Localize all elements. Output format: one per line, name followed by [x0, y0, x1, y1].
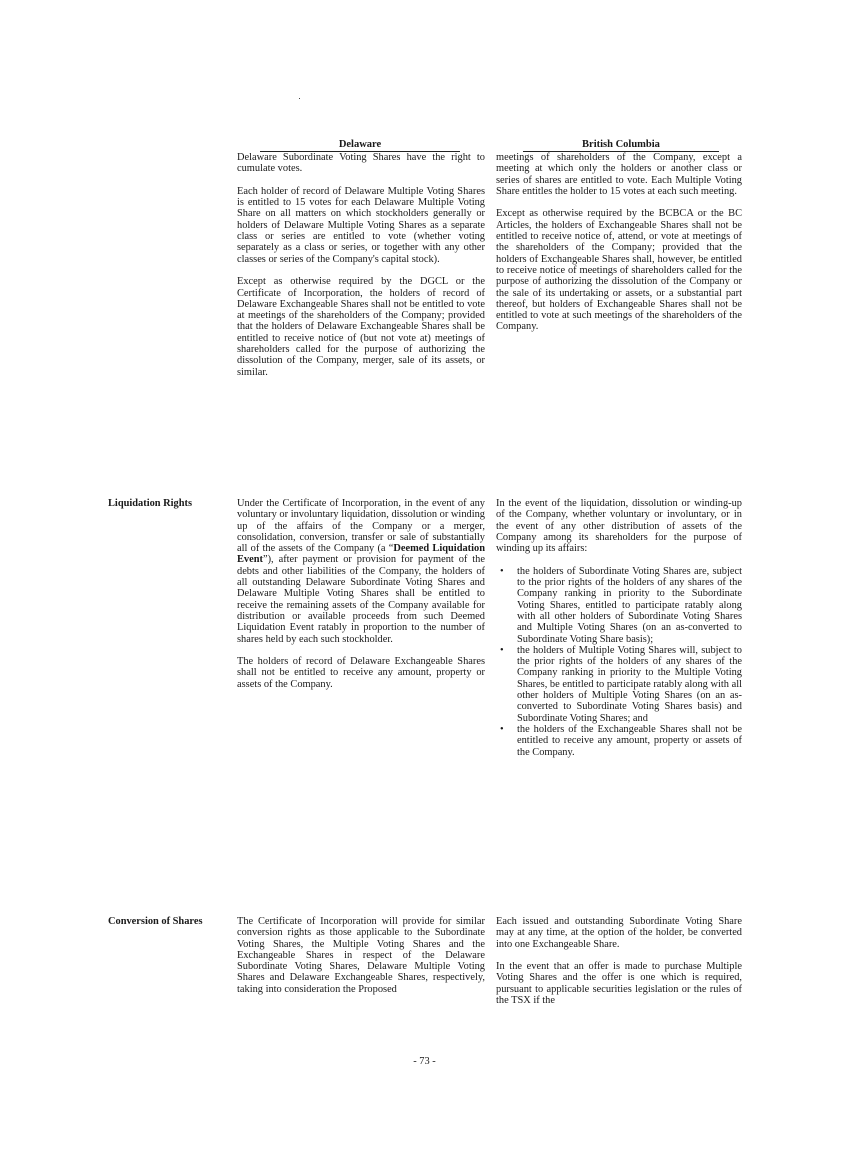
page-number: - 73 -	[413, 1056, 436, 1067]
voting-delaware-column	[237, 152, 485, 378]
voting-bc-column	[496, 152, 742, 333]
list-item	[496, 724, 742, 758]
list-item	[496, 566, 742, 645]
paragraph: Except as otherwise required by the BCBCA or the BC Articles, the holders of Exchangeable Shares shall not be entitled to receive notice of, attend, or vote at meetings of the shareholders of the Company; provided that the holders of Exchangeable Shares shall, however, be entitled to receive notice of meetings of shareholders called for the purpose of authorizing the dissolution of the Company or the sale of its undertaking or assets, or a substantial part thereof, but holders of Exchangeable Shares shall not be entitled to vote at such meetings of the shareholders of the Company.	[496, 208, 742, 333]
list-item-text: the holders of the Exchangeable Shares shall not be entitled to receive any amount, property or assets of the Company.	[517, 723, 742, 758]
bullet-icon: •	[500, 644, 504, 656]
paragraph: Each holder of record of Delaware Multiple Voting Shares is entitled to 15 votes for each Delaware Multiple Voting Share on all matters on which stockholders generally or holders of Delaware Multiple Voting Shares as a separate class or series are entitled to vote (whether voting separately as a class or series, or together with any other classes or series of the Company's capital stock).	[237, 185, 485, 265]
row-label-conversion-of-shares: Conversion of Shares	[108, 916, 203, 927]
paragraph: The Certificate of Incorporation will provide for similar conversion rights as those applicable to the Subordinate Voting Shares, the Multiple Voting Shares and the Exchangeable Shares in respect of the Delaware Subordinate Voting Shares, Delaware Multiple Voting Shares and Delaware Exchangeable Shares, respectively, taking into consideration the Proposed	[237, 916, 485, 995]
conversion-delaware-column	[237, 916, 485, 995]
paragraph: Except as otherwise required by the DGCL or the Certificate of Incorporation, the holders of record of Delaware Exchangeable Shares shall not be entitled to vote at meetings of the shareholders of the Company; provided that the holders of Delaware Exchangeable Shares shall be entitled to receive notice of (but not vote at) meetings of shareholders called for the purpose of authorizing the dissolution of the Company, merger, sale of its assets, or similar.	[237, 276, 485, 378]
paragraph	[237, 498, 485, 645]
bullet-icon: •	[500, 723, 504, 735]
column-header-british-columbia: British Columbia	[523, 139, 719, 152]
liquidation-bc-column	[496, 498, 742, 758]
paragraph: meetings of shareholders of the Company, except a meeting at which only the holders or another class or series of shares are entitled to vote. Each Multiple Voting Share entitles the holder to 15 votes at each such meeting.	[496, 152, 742, 197]
bullet-list	[496, 566, 742, 758]
list-item-text: the holders of Multiple Voting Shares will, subject to the prior rights of the holders of any shares of the Company ranking in priority to the Multiple Voting Shares, be entitled to participate ratably along with all other holders of Multiple Voting Shares (on an as-converted to Subordinate Voting Shares basis) and Subordinate Voting Shares; and	[517, 644, 742, 724]
paragraph: The holders of record of Delaware Exchangeable Shares shall not be entitled to receive any amount, property or assets of the Company.	[237, 656, 485, 690]
conversion-bc-column	[496, 916, 742, 1006]
defined-term: Deemed Liquidation Event	[237, 543, 485, 566]
paragraph: Each issued and outstanding Subordinate Voting Share may at any time, at the option of the holder, be converted into one Exchangeable Share.	[496, 916, 742, 950]
paragraph: In the event of the liquidation, dissolution or winding-up of the Company, whether voluntary or involuntary, or in the event of any other distribution of assets of the Company among its shareholders for the purpose of winding up its affairs:	[496, 498, 742, 555]
text-run: ”), after payment or provision for payment of the debts and other liabilities of the Company, the holders of all outstanding Delaware Subordinate Voting Shares and Delaware Multiple Voting Shares shall be entitled to receive the remaining assets of the Company available for distribution or available proceeds from such Deemed Liquidation Event ratably in proportion to the number of shares held by each such stockholder.	[237, 554, 485, 645]
stray-mark	[299, 98, 300, 99]
paragraph: Delaware Subordinate Voting Shares have the right to cumulate votes.	[237, 152, 485, 175]
liquidation-delaware-column	[237, 498, 485, 690]
row-label-liquidation-rights: Liquidation Rights	[108, 498, 193, 509]
text-run: Under the Certificate of Incorporation, in the event of any voluntary or involuntary liquidation, dissolution or winding up of the affairs of the Company or a merger, consolidation, conversion, transfer or sale of substantially all of the assets of the Company (a “	[237, 498, 485, 555]
list-item-text: the holders of Subordinate Voting Shares are, subject to the prior rights of the holders of any shares of the Company ranking in priority to the Subordinate Voting Shares, entitled to participate ratably along with all other holders of Subordinate Voting Shares and Multiple Voting Shares (on an as-converted to Subordinate Voting Share basis);	[517, 565, 742, 645]
paragraph: In the event that an offer is made to purchase Multiple Voting Shares and the offer is one which is required, pursuant to applicable securities legislation or the rules of the TSX if the	[496, 961, 742, 1007]
column-header-delaware: Delaware	[260, 139, 460, 152]
list-item	[496, 645, 742, 724]
bullet-icon: •	[500, 565, 504, 577]
